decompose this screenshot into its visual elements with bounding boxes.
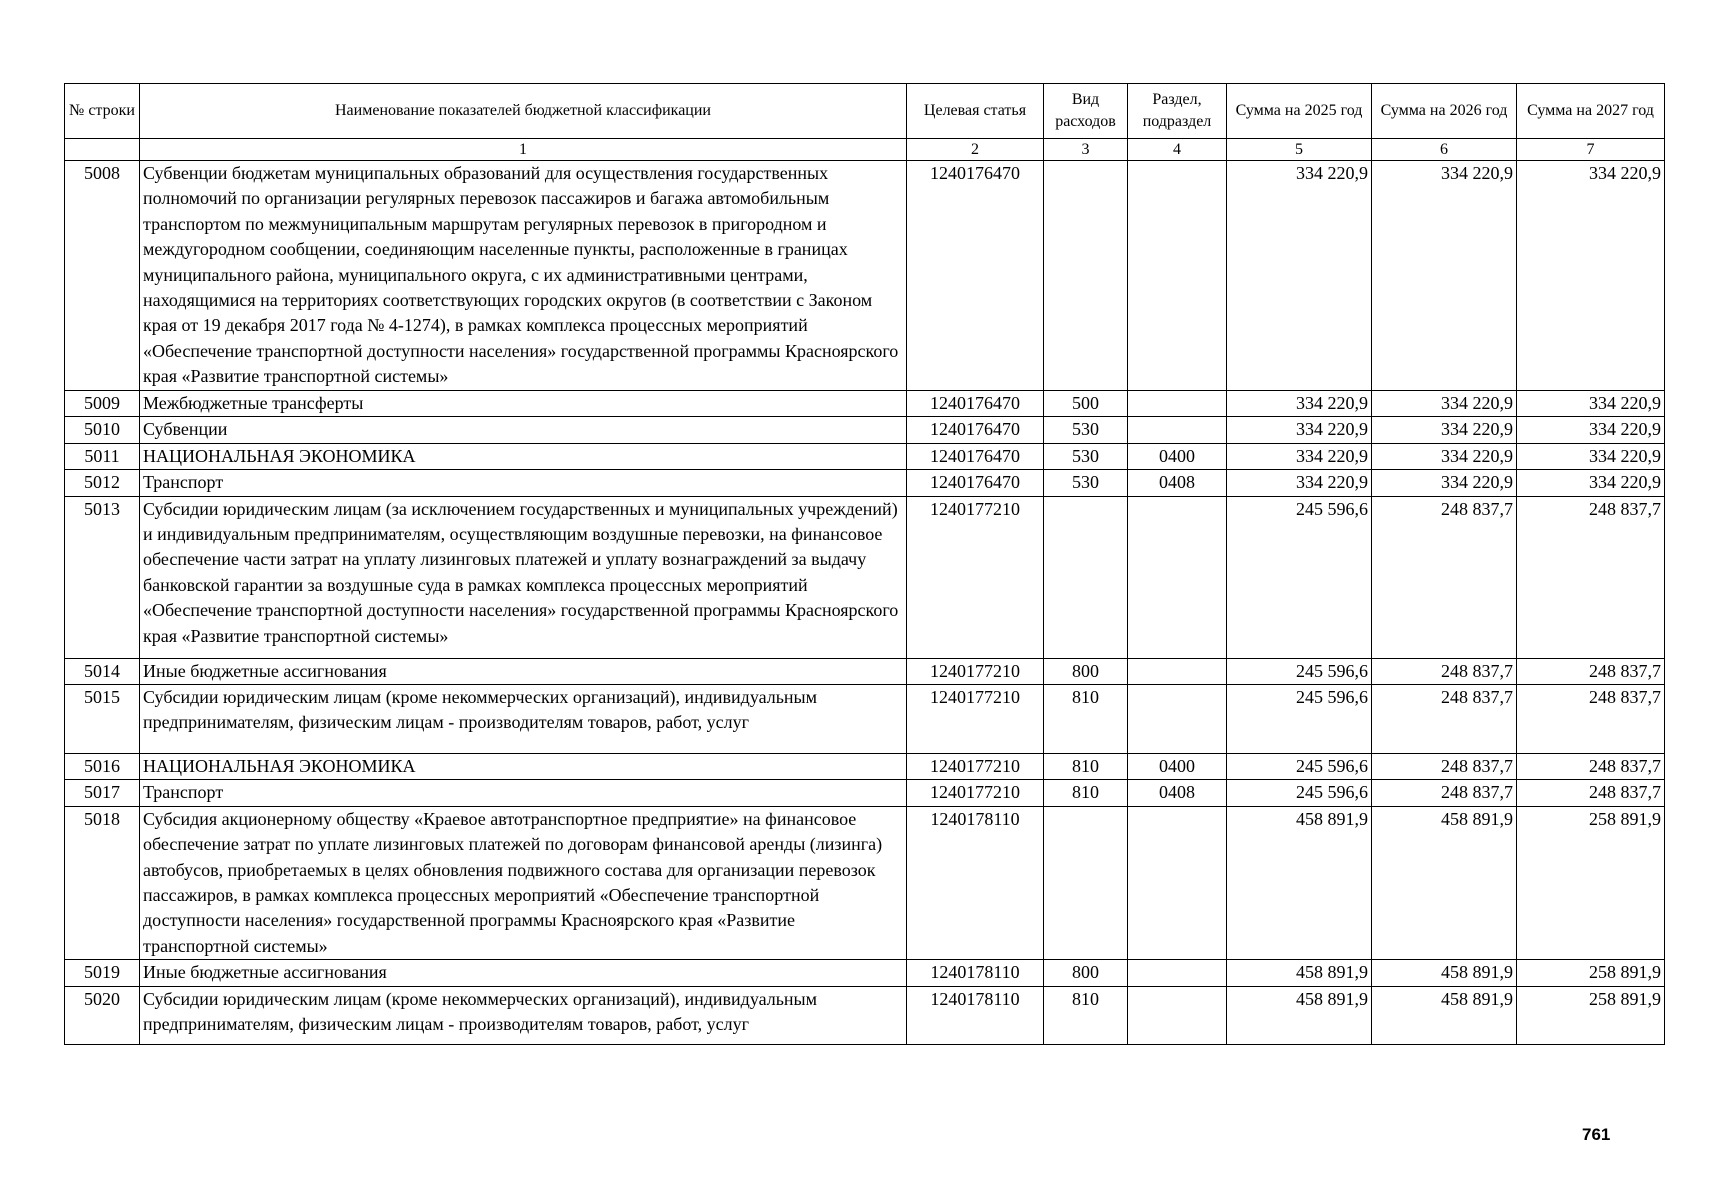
table-row [65, 658, 1665, 684]
row-expense-type: 810 [1044, 685, 1128, 754]
row-sum-2026: 248 837,7 [1372, 780, 1517, 806]
table-row [65, 986, 1665, 1044]
row-sum-2025: 245 596,6 [1227, 496, 1372, 658]
row-sum-2025: 458 891,9 [1227, 806, 1372, 959]
row-name: НАЦИОНАЛЬНАЯ ЭКОНОМИКА [140, 443, 907, 469]
row-name: Иные бюджетные ассигнования [140, 658, 907, 684]
table-row [65, 443, 1665, 469]
table-row [65, 806, 1665, 959]
row-sum-2026: 334 220,9 [1372, 443, 1517, 469]
table-row [65, 417, 1665, 443]
header-expense-type: Вид расходов [1044, 84, 1128, 139]
row-target-article: 1240176470 [907, 443, 1044, 469]
row-name: Субсидии юридическим лицам (кроме некоммерческих организаций), индивидуальным предпринимателям, физическим лицам - производителям товаров, работ, услуг [140, 685, 907, 754]
row-name: Иные бюджетные ассигнования [140, 960, 907, 986]
row-sum-2025: 334 220,9 [1227, 391, 1372, 417]
row-section [1128, 417, 1227, 443]
row-sum-2027: 248 837,7 [1517, 658, 1665, 684]
budget-table [64, 83, 1665, 1045]
row-sum-2025: 334 220,9 [1227, 161, 1372, 391]
table-body [65, 161, 1665, 1045]
column-number: 6 [1372, 139, 1517, 161]
row-sum-2026: 334 220,9 [1372, 391, 1517, 417]
column-number: 7 [1517, 139, 1665, 161]
row-expense-type: 530 [1044, 470, 1128, 496]
header-target: Целевая статья [907, 84, 1044, 139]
row-expense-type: 530 [1044, 443, 1128, 469]
header-sum-2026: Сумма на 2026 год [1372, 84, 1517, 139]
row-expense-type [1044, 161, 1128, 391]
row-sum-2027: 334 220,9 [1517, 470, 1665, 496]
row-expense-type: 530 [1044, 417, 1128, 443]
row-sum-2025: 245 596,6 [1227, 754, 1372, 780]
row-number: 5013 [65, 496, 140, 658]
row-sum-2027: 334 220,9 [1517, 161, 1665, 391]
row-sum-2027: 258 891,9 [1517, 960, 1665, 986]
row-target-article: 1240178110 [907, 986, 1044, 1044]
row-sum-2025: 245 596,6 [1227, 780, 1372, 806]
row-number: 5016 [65, 754, 140, 780]
row-section [1128, 496, 1227, 658]
table-row [65, 470, 1665, 496]
row-target-article: 1240178110 [907, 960, 1044, 986]
row-sum-2025: 334 220,9 [1227, 470, 1372, 496]
row-section [1128, 806, 1227, 959]
table-row [65, 685, 1665, 754]
header-sum-2027: Сумма на 2027 год [1517, 84, 1665, 139]
row-section [1128, 391, 1227, 417]
row-sum-2027: 248 837,7 [1517, 754, 1665, 780]
table-row [65, 391, 1665, 417]
column-number [65, 139, 140, 161]
row-number: 5009 [65, 391, 140, 417]
row-sum-2025: 458 891,9 [1227, 960, 1372, 986]
row-sum-2026: 334 220,9 [1372, 161, 1517, 391]
row-expense-type [1044, 806, 1128, 959]
table-row [65, 161, 1665, 391]
column-number: 3 [1044, 139, 1128, 161]
header-row-no: № строки [65, 84, 140, 139]
column-number: 1 [140, 139, 907, 161]
row-number: 5017 [65, 780, 140, 806]
column-number: 4 [1128, 139, 1227, 161]
table-row [65, 496, 1665, 658]
row-section: 0408 [1128, 780, 1227, 806]
row-sum-2025: 334 220,9 [1227, 417, 1372, 443]
row-target-article: 1240177210 [907, 658, 1044, 684]
table-row [65, 960, 1665, 986]
row-name: Субвенции [140, 417, 907, 443]
row-sum-2027: 248 837,7 [1517, 496, 1665, 658]
row-target-article: 1240177210 [907, 685, 1044, 754]
row-section [1128, 161, 1227, 391]
row-number: 5012 [65, 470, 140, 496]
row-number: 5018 [65, 806, 140, 959]
row-number: 5020 [65, 986, 140, 1044]
row-name: НАЦИОНАЛЬНАЯ ЭКОНОМИКА [140, 754, 907, 780]
row-name: Субсидия акционерному обществу «Краевое автотранспортное предприятие» на финансовое обеспечение затрат по уплате лизинговых платежей по договорам финансовой аренды (лизинга) автобусов, приобретаемых в целях обновления подвижного состава для организации перевозок пассажиров, в рамках комплекса процессных мероприятий «Обеспечение транспортной доступности населения» государственной программы Красноярского края «Развитие транспортной системы» [140, 806, 907, 959]
row-section [1128, 658, 1227, 684]
row-sum-2025: 245 596,6 [1227, 658, 1372, 684]
row-target-article: 1240177210 [907, 496, 1044, 658]
row-target-article: 1240177210 [907, 780, 1044, 806]
row-sum-2027: 334 220,9 [1517, 417, 1665, 443]
table-row [65, 754, 1665, 780]
header-section: Раздел, подраздел [1128, 84, 1227, 139]
row-number: 5011 [65, 443, 140, 469]
row-expense-type: 500 [1044, 391, 1128, 417]
row-expense-type [1044, 496, 1128, 658]
row-sum-2026: 248 837,7 [1372, 496, 1517, 658]
row-target-article: 1240178110 [907, 806, 1044, 959]
row-target-article: 1240177210 [907, 754, 1044, 780]
row-name: Транспорт [140, 780, 907, 806]
column-number-row [65, 139, 1665, 161]
row-sum-2027: 334 220,9 [1517, 443, 1665, 469]
row-target-article: 1240176470 [907, 391, 1044, 417]
row-section [1128, 685, 1227, 754]
row-sum-2026: 334 220,9 [1372, 417, 1517, 443]
row-sum-2027: 258 891,9 [1517, 806, 1665, 959]
row-number: 5015 [65, 685, 140, 754]
row-sum-2025: 334 220,9 [1227, 443, 1372, 469]
row-sum-2026: 248 837,7 [1372, 658, 1517, 684]
row-sum-2027: 334 220,9 [1517, 391, 1665, 417]
row-expense-type: 800 [1044, 960, 1128, 986]
row-name: Субсидии юридическим лицам (за исключением государственных и муниципальных учреждений) и индивидуальным предпринимателям, осуществляющим воздушные перевозки, на финансовое обеспечение части затрат на уплату лизинговых платежей и уплату вознаграждений за выдачу банковской гарантии за воздушные суда в рамках комплекса процессных мероприятий «Обеспечение транспортной доступности населения» государственной программы Красноярского края «Развитие транспортной системы» [140, 496, 907, 658]
header-sum-2025: Сумма на 2025 год [1227, 84, 1372, 139]
row-sum-2027: 258 891,9 [1517, 986, 1665, 1044]
row-number: 5019 [65, 960, 140, 986]
row-name: Субвенции бюджетам муниципальных образований для осуществления государственных полномочий по организации регулярных перевозок пассажиров и багажа автомобильным транспортом по межмуниципальным маршрутам регулярных перевозок в пригородном и междугородном сообщении, соединяющим населенные пункты, расположенные в границах муниципального района, муниципального округа, с их административными центрами, находящимися на территориях соответствующих городских округов (в соответствии с Законом края от 19 декабря 2017 года № 4-1274), в рамках комплекса процессных мероприятий «Обеспечение транспортной доступности населения» государственной программы Красноярского края «Развитие транспортной системы» [140, 161, 907, 391]
table-row [65, 780, 1665, 806]
row-sum-2027: 248 837,7 [1517, 780, 1665, 806]
header-row [65, 84, 1665, 139]
row-section [1128, 960, 1227, 986]
row-expense-type: 810 [1044, 986, 1128, 1044]
row-section: 0400 [1128, 443, 1227, 469]
row-name: Межбюджетные трансферты [140, 391, 907, 417]
row-expense-type: 800 [1044, 658, 1128, 684]
header-name: Наименование показателей бюджетной классификации [140, 84, 907, 139]
row-sum-2026: 458 891,9 [1372, 986, 1517, 1044]
row-sum-2025: 245 596,6 [1227, 685, 1372, 754]
row-number: 5010 [65, 417, 140, 443]
row-section [1128, 986, 1227, 1044]
row-name: Транспорт [140, 470, 907, 496]
row-number: 5008 [65, 161, 140, 391]
row-name: Субсидии юридическим лицам (кроме некоммерческих организаций), индивидуальным предпринимателям, физическим лицам - производителям товаров, работ, услуг [140, 986, 907, 1044]
row-sum-2025: 458 891,9 [1227, 986, 1372, 1044]
row-sum-2027: 248 837,7 [1517, 685, 1665, 754]
row-section: 0400 [1128, 754, 1227, 780]
row-section: 0408 [1128, 470, 1227, 496]
row-sum-2026: 458 891,9 [1372, 960, 1517, 986]
row-sum-2026: 458 891,9 [1372, 806, 1517, 959]
row-target-article: 1240176470 [907, 161, 1044, 391]
column-number: 5 [1227, 139, 1372, 161]
page-number: 761 [1582, 1125, 1611, 1144]
row-sum-2026: 248 837,7 [1372, 754, 1517, 780]
row-expense-type: 810 [1044, 780, 1128, 806]
row-number: 5014 [65, 658, 140, 684]
row-target-article: 1240176470 [907, 417, 1044, 443]
row-sum-2026: 248 837,7 [1372, 685, 1517, 754]
row-expense-type: 810 [1044, 754, 1128, 780]
column-number: 2 [907, 139, 1044, 161]
row-sum-2026: 334 220,9 [1372, 470, 1517, 496]
row-target-article: 1240176470 [907, 470, 1044, 496]
